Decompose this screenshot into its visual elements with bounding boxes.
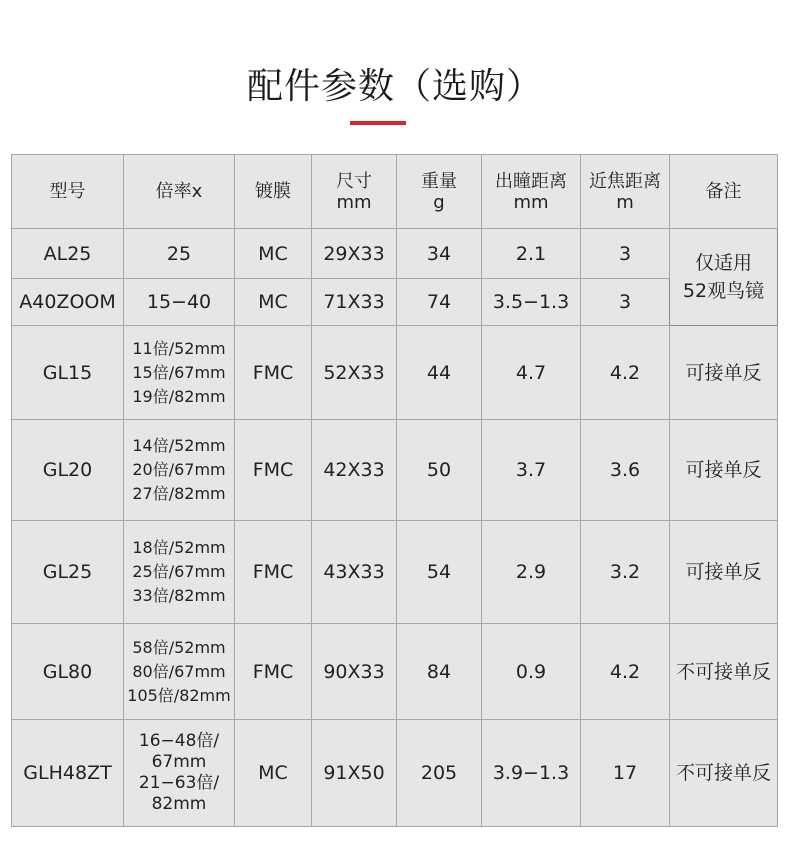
cell-coating: MC bbox=[235, 229, 312, 279]
table-row bbox=[12, 229, 778, 279]
cell-size: 91X50 bbox=[312, 720, 397, 827]
cell-magnification: 15−40 bbox=[124, 279, 235, 326]
cell-weight: 34 bbox=[397, 229, 482, 279]
cell-note: 不可接单反 bbox=[670, 624, 778, 720]
cell-near-focus: 4.2 bbox=[581, 326, 670, 420]
cell-magnification: 18倍/52mm 25倍/67mm 33倍/82mm bbox=[124, 521, 235, 624]
cell-pupil-distance: 2.1 bbox=[482, 229, 581, 279]
cell-model: AL25 bbox=[12, 229, 124, 279]
cell-model: GL15 bbox=[12, 326, 124, 420]
header-note: 备注 bbox=[670, 155, 778, 229]
cell-model: GLH48ZT bbox=[12, 720, 124, 827]
cell-note: 可接单反 bbox=[670, 420, 778, 521]
cell-coating: MC bbox=[235, 279, 312, 326]
cell-note: 可接单反 bbox=[670, 521, 778, 624]
cell-pupil-distance: 3.9−1.3 bbox=[482, 720, 581, 827]
cell-magnification: 14倍/52mm 20倍/67mm 27倍/82mm bbox=[124, 420, 235, 521]
cell-size: 52X33 bbox=[312, 326, 397, 420]
cell-near-focus: 3 bbox=[581, 229, 670, 279]
cell-pupil-distance: 3.7 bbox=[482, 420, 581, 521]
cell-weight: 74 bbox=[397, 279, 482, 326]
cell-coating: FMC bbox=[235, 326, 312, 420]
cell-near-focus: 4.2 bbox=[581, 624, 670, 720]
table-row bbox=[12, 420, 778, 521]
cell-size: 71X33 bbox=[312, 279, 397, 326]
cell-note: 仅适用 52观鸟镜 bbox=[670, 229, 778, 326]
cell-weight: 84 bbox=[397, 624, 482, 720]
header-coating: 镀膜 bbox=[235, 155, 312, 229]
cell-weight: 54 bbox=[397, 521, 482, 624]
table-row bbox=[12, 521, 778, 624]
table-row bbox=[12, 326, 778, 420]
header-model: 型号 bbox=[12, 155, 124, 229]
spec-table bbox=[11, 154, 778, 827]
cell-pupil-distance: 2.9 bbox=[482, 521, 581, 624]
cell-magnification: 11倍/52mm 15倍/67mm 19倍/82mm bbox=[124, 326, 235, 420]
cell-magnification: 25 bbox=[124, 229, 235, 279]
cell-size: 29X33 bbox=[312, 229, 397, 279]
title-underline bbox=[350, 121, 406, 125]
cell-near-focus: 3.2 bbox=[581, 521, 670, 624]
table-header-row bbox=[12, 155, 778, 229]
header-pupil-distance: 出瞳距离 mm bbox=[482, 155, 581, 229]
cell-magnification: 58倍/52mm 80倍/67mm 105倍/82mm bbox=[124, 624, 235, 720]
table-row bbox=[12, 624, 778, 720]
cell-weight: 44 bbox=[397, 326, 482, 420]
cell-pupil-distance: 0.9 bbox=[482, 624, 581, 720]
cell-near-focus: 17 bbox=[581, 720, 670, 827]
cell-model: GL20 bbox=[12, 420, 124, 521]
cell-size: 43X33 bbox=[312, 521, 397, 624]
cell-coating: FMC bbox=[235, 420, 312, 521]
header-near-focus: 近焦距离 m bbox=[581, 155, 670, 229]
header-weight: 重量 g bbox=[397, 155, 482, 229]
cell-coating: FMC bbox=[235, 521, 312, 624]
table-row bbox=[12, 720, 778, 827]
header-magnification: 倍率x bbox=[124, 155, 235, 229]
cell-model: A40ZOOM bbox=[12, 279, 124, 326]
cell-model: GL25 bbox=[12, 521, 124, 624]
cell-coating: MC bbox=[235, 720, 312, 827]
cell-model: GL80 bbox=[12, 624, 124, 720]
cell-near-focus: 3.6 bbox=[581, 420, 670, 521]
cell-size: 42X33 bbox=[312, 420, 397, 521]
cell-pupil-distance: 4.7 bbox=[482, 326, 581, 420]
cell-weight: 50 bbox=[397, 420, 482, 521]
cell-note: 不可接单反 bbox=[670, 720, 778, 827]
table-row bbox=[12, 279, 778, 326]
cell-near-focus: 3 bbox=[581, 279, 670, 326]
cell-coating: FMC bbox=[235, 624, 312, 720]
cell-size: 90X33 bbox=[312, 624, 397, 720]
cell-magnification: 16−48倍/ 67mm 21−63倍/ 82mm bbox=[124, 720, 235, 827]
page-title: 配件参数（选购） bbox=[246, 66, 543, 107]
header-size: 尺寸 mm bbox=[312, 155, 397, 229]
cell-pupil-distance: 3.5−1.3 bbox=[482, 279, 581, 326]
cell-weight: 205 bbox=[397, 720, 482, 827]
cell-note: 可接单反 bbox=[670, 326, 778, 420]
